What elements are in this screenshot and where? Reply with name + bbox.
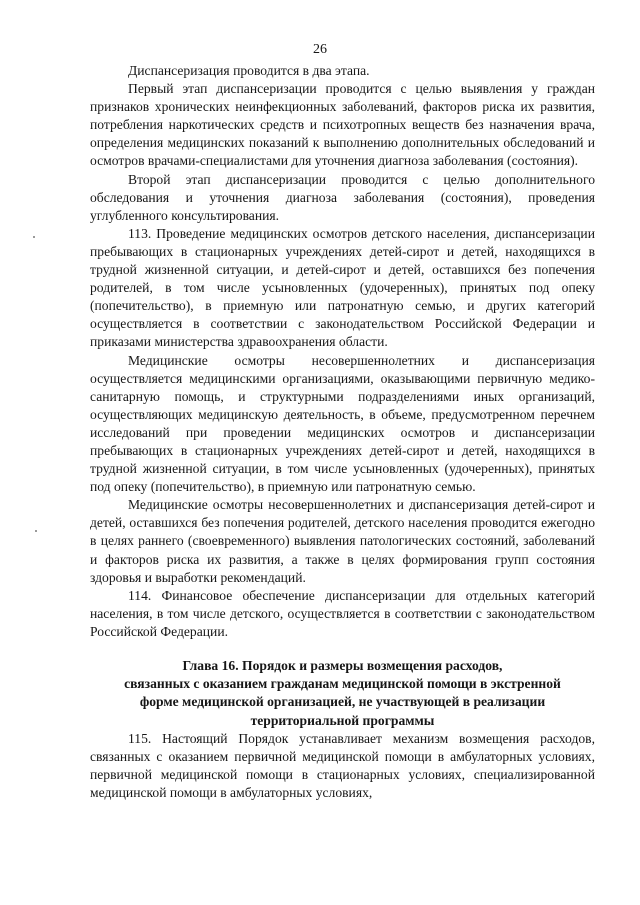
chapter-heading-line: связанных с оказанием гражданам медицинской помощи в экстренной [124,676,561,692]
scan-speck [35,530,37,532]
paragraph-114: 114. Финансовое обеспечение диспансеризации для отдельных категорий населения, в том числе детского, осуществляется в соответствии с законодательством Российской Федерации. [90,587,595,639]
document-body [90,62,595,802]
chapter-heading-line: территориальной программы [250,712,435,728]
chapter-heading-line: форме медицинской организацией, не участвующей в реализации [139,694,546,710]
paragraph-113: 113. Проведение медицинских осмотров детского населения, диспансеризации пребывающих в стационарных учреждениях детей-сирот и детей, находящихся в трудной жизненной ситуации, и детей-сирот и детей, оставшихся без попечения родителей, в том числе усыновленных (удочеренных), принятых под опеку (попечительство), в приемную или патронатную семью, и других категорий осуществляется в соответствии с законодательством Российской Федерации и приказами министерства здравоохранения области. [90,225,595,350]
paragraph-first-stage: Первый этап диспансеризации проводится с целью выявления у граждан признаков хронических неинфекционных заболеваний, факторов риска их развития, потребления наркотических средств и психотропных веществ без назначения врача, определения медицинских показаний к выполнению дополнительных обследований и осмотров врачами-специалистами для уточнения диагноза заболевания (состояния). [90,81,595,169]
paragraph-orphans-exams: Медицинские осмотры несовершеннолетних и диспансеризация детей-сирот и детей, оставшихся без попечения родителей, детского населения проводится ежегодно в целях раннего (своевременного) выявления патологических состояний, заболеваний и факторов риска их развития, а также в целях формирования групп состояния здоровья и выработки рекомендаций. [90,497,595,585]
paragraph-second-stage: Второй этап диспансеризации проводится с целью дополнительного обследования и уточнения диагноза заболевания (состояния), проведения углубленного консультирования. [90,171,595,223]
paragraph-stages: Диспансеризация проводится в два этапа. [128,63,370,78]
paragraph-115: 115. Настоящий Порядок устанавливает механизм возмещения расходов, связанных с оказанием первичной медицинской помощи в амбулаторных условиях, первичной медицинской помощи в стационарных условиях, специализированной медицинской помощи в амбулаторных условиях, [90,730,595,801]
page-number: 26 [313,42,327,57]
scan-speck [33,236,35,238]
paragraph-minor-exams: Медицинские осмотры несовершеннолетних и диспансеризация осуществляется медицинскими организациями, оказывающими первичную медико-санитарную помощь, и структурными подразделениями иных организаций, осуществляющих медицинскую деятельность, в объеме, предусмотренном перечнем исследований при проведении медицинских осмотров и диспансеризации пребывающих в стационарных учреждениях детей-сирот и детей, находящихся в трудной жизненной ситуации, в том числе усыновленных (удочеренных), принятых под опеку (попечительство), в приемную или патронатную семью. [90,352,595,495]
chapter-heading [90,657,595,730]
chapter-heading-line: Глава 16. Порядок и размеры возмещения расходов, [182,658,503,673]
